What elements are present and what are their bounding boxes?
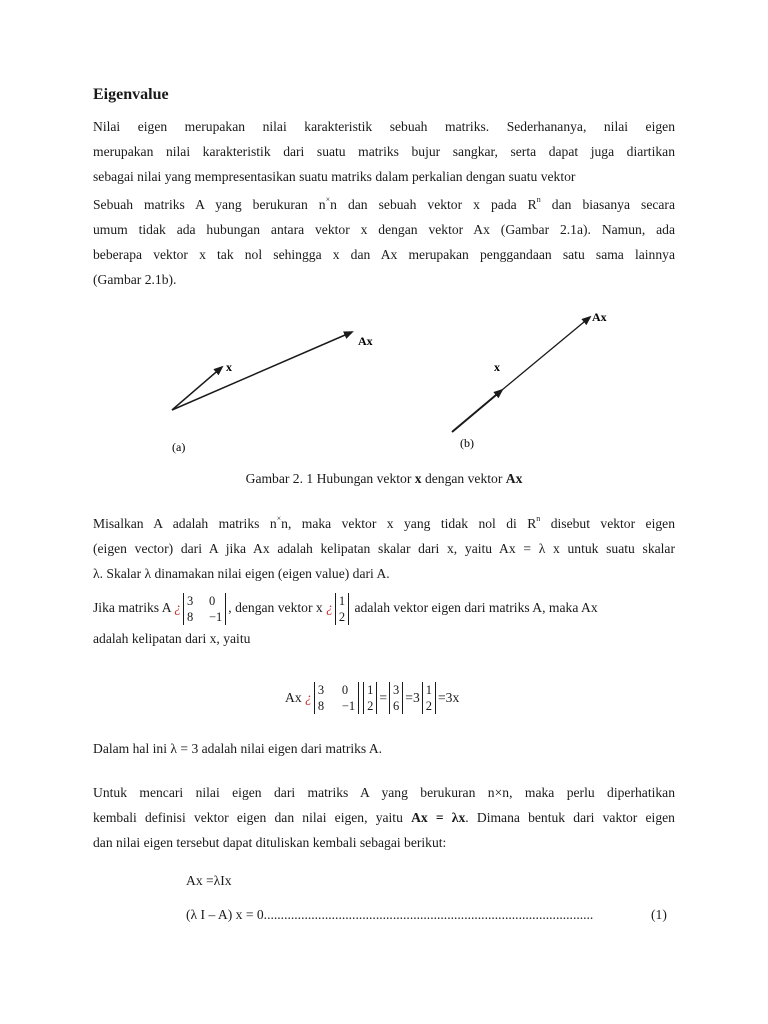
vector-ax-arrow-b <box>502 317 590 390</box>
example-equation: Ax ¿ 3 0 8 −1 1 2 = 3 6 =3 1 2 =3x <box>285 682 460 713</box>
eq-vector-x: 1 2 <box>363 682 377 714</box>
paragraph-eigenvalue-result: Dalam hal ini λ = 3 adalah nilai eigen dari matriks A. <box>93 741 383 756</box>
label-x-b: x <box>494 360 500 374</box>
para6-line-2: kembali definisi vektor eigen dan nilai eigen, yaitu Ax = λx. Dimana bentuk dari vaktor eigen <box>93 810 675 825</box>
para6-line-3: dan nilai eigen tersebut dapat dituliskan kembali sebagai berikut: <box>93 835 447 850</box>
vector-x: 1 2 <box>335 593 349 625</box>
para4-line-1: Jika matriks A ¿ 3 0 8 −1 , dengan vektor x ¿ 1 2 adalah vektor eigen dari matriks A, maka Ax <box>93 593 598 624</box>
para2-line-2: umum tidak ada hubungan antara vektor x dengan vektor Ax (Gambar 2.1a). Namun, ada <box>93 222 675 237</box>
eq-vector-result: 3 6 <box>389 682 403 714</box>
para4-line-2: adalah kelipatan dari x, yaitu <box>93 631 251 646</box>
vector-x-arrow-b <box>452 390 502 432</box>
para1-line-1: Nilai eigen merupakan nilai karakteristik sebuah matriks. Sederhananya, nilai eigen <box>93 119 675 134</box>
formula-ax-lambda: Ax =λIx <box>186 873 232 888</box>
para2-line-1: Sebuah matriks A yang berukuran n×n dan sebuah vektor x pada $R^n$ dan biasanya secara <box>93 195 675 212</box>
para6-line-1: Untuk mencari nilai eigen dari matriks A yang berukuran n×n, maka perlu diperhatikan <box>93 785 675 800</box>
figure-caption: Gambar 2. 1 Hubungan vektor x dengan vektor Ax <box>245 471 523 486</box>
figure-panel-a <box>172 332 373 454</box>
para3-line-3: λ. Skalar λ dinamakan nilai eigen (eigen value) dari A. <box>93 566 390 581</box>
vector-ax-arrow-a <box>172 332 352 410</box>
label-ax-a: Ax <box>358 334 373 348</box>
eq-matrix-a: 3 0 8 −1 <box>314 682 359 714</box>
para3-line-2: (eigen vector) dari A jika Ax adalah kelipatan skalar dari x, yaitu Ax = λ x untuk suatu skalar <box>93 541 675 556</box>
paragraph-vector-relation <box>93 192 675 292</box>
para3-line-1: Misalkan A adalah matriks n×n, maka vektor x yang tidak nol di $R^n$ disebut vektor eigen <box>93 514 675 531</box>
paragraph-finding-eigenvalues <box>93 780 675 855</box>
vector-x-arrow-a <box>172 367 222 410</box>
formula-characteristic: (λ I – A) x = 0................................................................................................. <box>186 907 594 922</box>
eq-vector-x2: 1 2 <box>422 682 436 714</box>
para2-line-4: (Gambar 2.1b). <box>93 272 177 287</box>
matrix-a: 3 0 8 −1 <box>183 593 226 625</box>
paragraph-eigen-definition <box>93 511 675 586</box>
para2-line-3: beberapa vektor x tak nol sehingga x dan Ax merupakan penggandaan satu sama lainnya <box>93 247 675 262</box>
section-title: Eigenvalue <box>93 86 169 103</box>
para1-line-2: merupakan nilai karakteristik dari suatu matriks bujur sangkar, serta dapat juga diartikan <box>93 144 675 159</box>
caption-a: (a) <box>172 440 186 454</box>
caption-b: (b) <box>460 436 474 450</box>
paragraph-example <box>93 590 675 651</box>
figure-panel-b <box>452 310 607 450</box>
paragraph-intro <box>93 114 675 189</box>
para1-line-3: sebagai nilai yang mempresentasikan suatu matriks dalam perkalian dengan suatu vektor <box>93 169 576 184</box>
equation-number: (1) <box>651 907 667 922</box>
label-ax-b: Ax <box>592 310 607 324</box>
vector-figure <box>160 305 630 460</box>
label-x-a: x <box>226 360 232 374</box>
garbled-glyph: ¿ <box>174 600 181 615</box>
